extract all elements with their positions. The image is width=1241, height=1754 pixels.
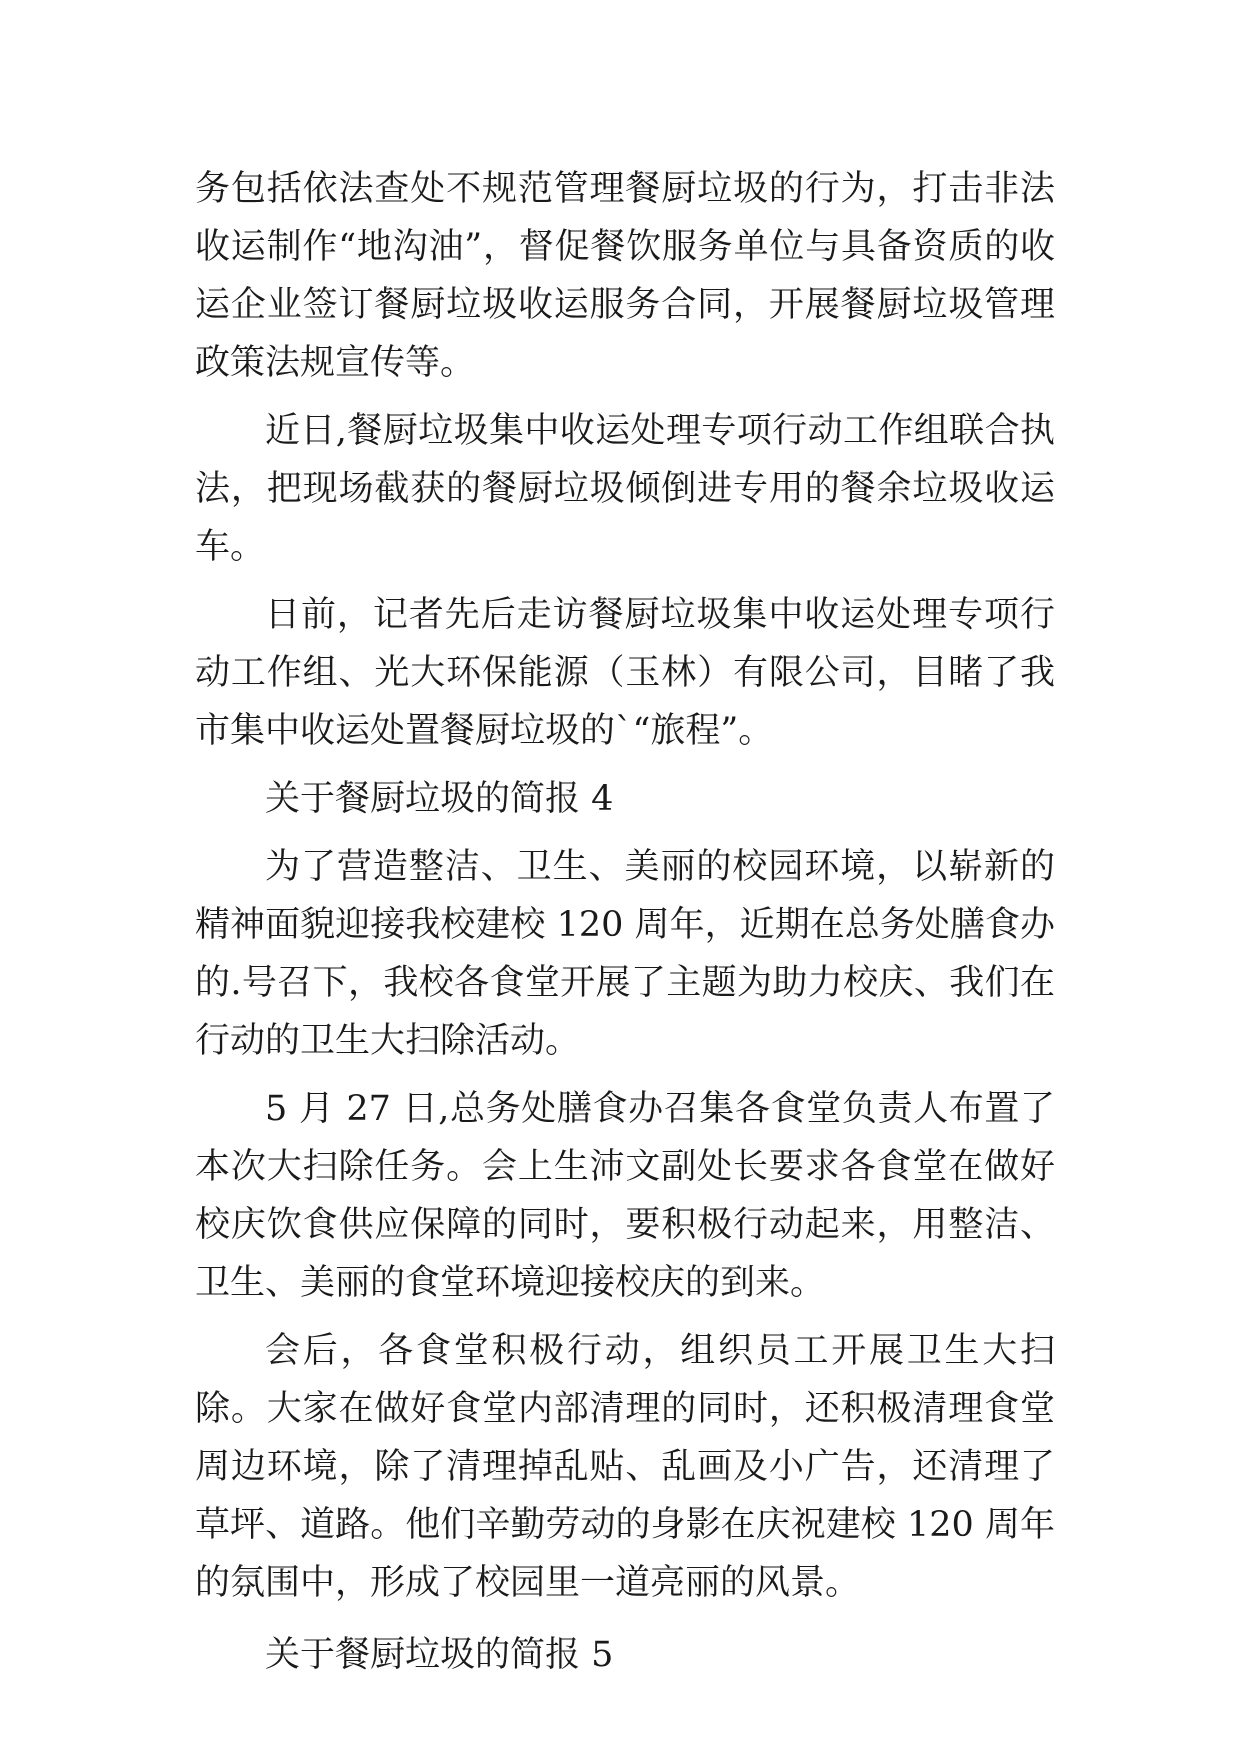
section-heading-4: 关于餐厨垃圾的简报 4 [265,779,614,819]
paragraph-joint-enforcement: 近日,餐厨垃圾集中收运处理专项行动工作组联合执法，把现场截获的餐厨垃圾倾倒进专用的餐余垃圾收运车。 [195,411,1055,567]
paragraph-after-meeting: 会后，各食堂积极行动，组织员工开展卫生大扫除。大家在做好食堂内部清理的同时，还积极清理食堂周边环境，除了清理掉乱贴、乱画及小广告，还清理了草坪、道路。他们辛勤劳动的身影在庆祝建校 120 周年的氛围中，形成了校园里一道亮丽的风景。 [195,1331,1055,1603]
paragraph-continuation: 务包括依法查处不规范管理餐厨垃圾的行为，打击非法收运制作“地沟油”，督促餐饮服务单位与具备资质的收运企业签订餐厨垃圾收运服务合同，开展餐厨垃圾管理政策法规宣传等。 [195,169,1055,383]
document-body [195,160,1055,1684]
section-heading-5: 关于餐厨垃圾的简报 5 [265,1635,614,1675]
paragraph-may-27-meeting: 5 月 27 日,总务处膳食办召集各食堂负责人布置了本次大扫除任务。会上生沛文副处长要求各食堂在做好校庆饮食供应保障的同时，要积极行动起来，用整洁、卫生、美丽的食堂环境迎接校庆的到来。 [195,1089,1055,1303]
paragraph-campus-environment: 为了营造整洁、卫生、美丽的校园环境，以崭新的精神面貌迎接我校建校 120 周年，近期在总务处膳食办的.号召下，我校各食堂开展了主题为助力校庆、我们在行动的卫生大扫除活动。 [195,847,1055,1061]
paragraph-reporter-visit: 日前，记者先后走访餐厨垃圾集中收运处理专项行动工作组、光大环保能源（玉林）有限公司，目睹了我市集中收运处置餐厨垃圾的`“旅程”。 [195,595,1055,751]
